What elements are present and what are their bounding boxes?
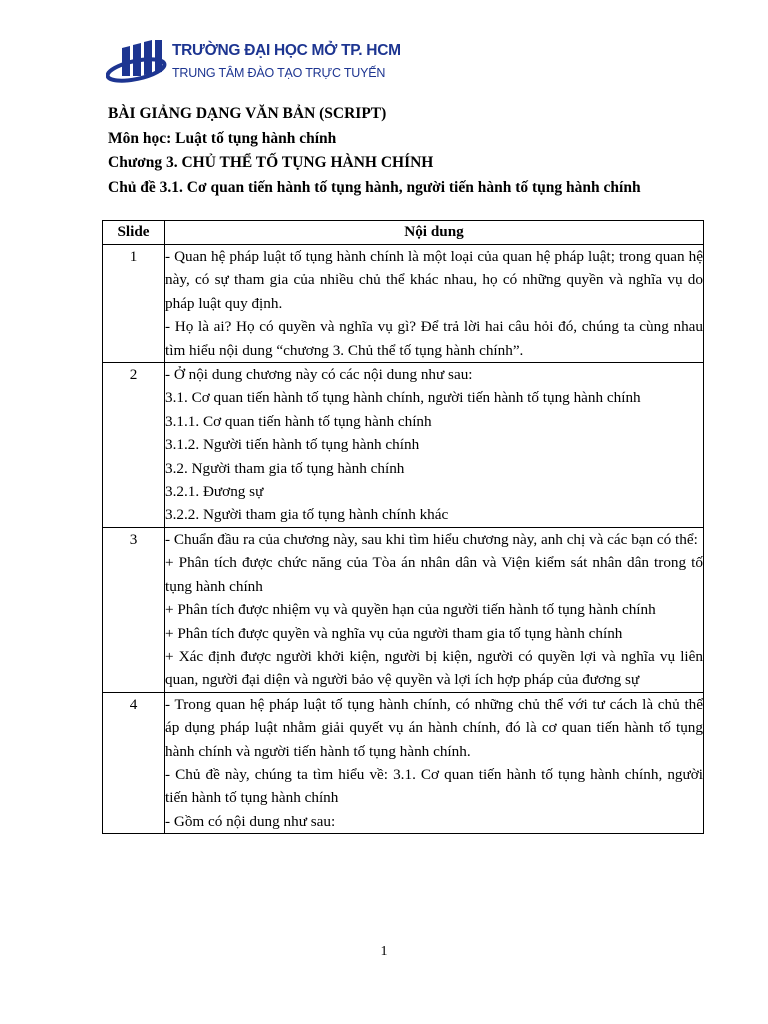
content-paragraph: + Phân tích được quyền và nghĩa vụ của người tham gia tố tụng hành chính xyxy=(165,624,623,642)
table-row xyxy=(103,363,704,528)
content-paragraph: 3.1.2. Người tiến hành tố tụng hành chính xyxy=(165,436,420,454)
slide-number: 1 xyxy=(103,245,165,363)
content-paragraph: + Phân tích được chức năng của Tòa án nhân dân và Viện kiểm sát nhân dân trong tố tụng hành chính xyxy=(165,554,703,595)
slide-content xyxy=(165,363,704,528)
content-paragraph: 3.1.1. Cơ quan tiến hành tố tụng hành chính xyxy=(165,412,432,430)
column-header-content: Nội dung xyxy=(165,221,704,245)
slide-content xyxy=(165,245,704,363)
logo-emblem-icon xyxy=(106,40,172,90)
topic-title: Chủ đề 3.1. Cơ quan tiến hành tố tụng hành, người tiến hành tố tụng hành chính xyxy=(108,178,641,196)
slide-number: 4 xyxy=(103,692,165,833)
page-number: 1 xyxy=(380,944,388,959)
table-row xyxy=(103,692,704,833)
content-paragraph: 3.2.2. Người tham gia tố tụng hành chính khác xyxy=(165,506,449,524)
logo-center-name: TRUNG TÂM ĐÀO TẠO TRỰC TUYẾN xyxy=(172,66,386,80)
content-paragraph: - Ở nội dung chương này có các nội dung như sau: xyxy=(165,366,473,384)
column-header-slide: Slide xyxy=(103,221,165,245)
slide-content xyxy=(165,692,704,833)
content-paragraph: 3.2.1. Đương sự xyxy=(165,483,264,501)
content-paragraph: - Họ là ai? Họ có quyền và nghĩa vụ gì? Để trả lời hai câu hỏi đó, chúng ta cùng nhau tìm hiểu nội dung “chương 3. Chủ thể tố tụng hành chính”. xyxy=(165,318,703,359)
table-row xyxy=(103,245,704,363)
slide-content xyxy=(165,527,704,692)
content-paragraph: + Xác định được người khởi kiện, người bị kiện, người có quyền lợi và nghĩa vụ liên quan, người đại diện và người bảo vệ quyền và lợi ích hợp pháp của đương sự xyxy=(165,647,703,689)
content-paragraph: + Phân tích được nhiệm vụ và quyền hạn của người tiến hành tố tụng hành chính xyxy=(165,601,656,619)
slide-number: 2 xyxy=(103,363,165,528)
content-paragraph: - Chuẩn đầu ra của chương này, sau khi tìm hiểu chương này, anh chị và các bạn có thể: xyxy=(165,530,698,548)
content-paragraph: - Gồm có nội dung như sau: xyxy=(165,812,336,830)
script-table xyxy=(102,220,704,834)
content-paragraph: - Chủ đề này, chúng ta tìm hiểu về: 3.1. Cơ quan tiến hành tố tụng hành chính, người tiến hành tố tụng hành chính xyxy=(165,765,703,807)
chapter-title: Chương 3. CHỦ THỂ TỐ TỤNG HÀNH CHÍNH xyxy=(108,154,434,171)
slide-number: 3 xyxy=(103,527,165,692)
logo-university-name: TRƯỜNG ĐẠI HỌC MỞ TP. HCM xyxy=(172,42,401,59)
document-header xyxy=(108,102,708,200)
document-type-title: BÀI GIẢNG DẠNG VĂN BẢN (SCRIPT) xyxy=(108,105,387,122)
table-row xyxy=(103,527,704,692)
course-name: Môn học: Luật tố tụng hành chính xyxy=(108,129,337,147)
content-paragraph: 3.1. Cơ quan tiến hành tố tụng hành chính, người tiến hành tố tụng hành chính xyxy=(165,389,641,407)
content-paragraph: 3.2. Người tham gia tố tụng hành chính xyxy=(165,459,405,477)
content-paragraph: - Quan hệ pháp luật tố tụng hành chính là một loại của quan hệ pháp luật; trong quan hệ này, có sự tham gia của nhiều chủ thể khác nhau, họ có những quyền và nghĩa vụ do pháp luật quy định. xyxy=(165,248,703,312)
table-header-row xyxy=(103,221,704,245)
content-paragraph: - Trong quan hệ pháp luật tố tụng hành chính, có những chủ thể với tư cách là chủ thể áp dụng pháp luật nhằm giải quyết vụ án hành chính, đó là cơ quan tiến hành tố tụng hành chính và người tiến hành tố tụng hành chính. xyxy=(165,695,703,760)
university-logo xyxy=(106,40,401,90)
